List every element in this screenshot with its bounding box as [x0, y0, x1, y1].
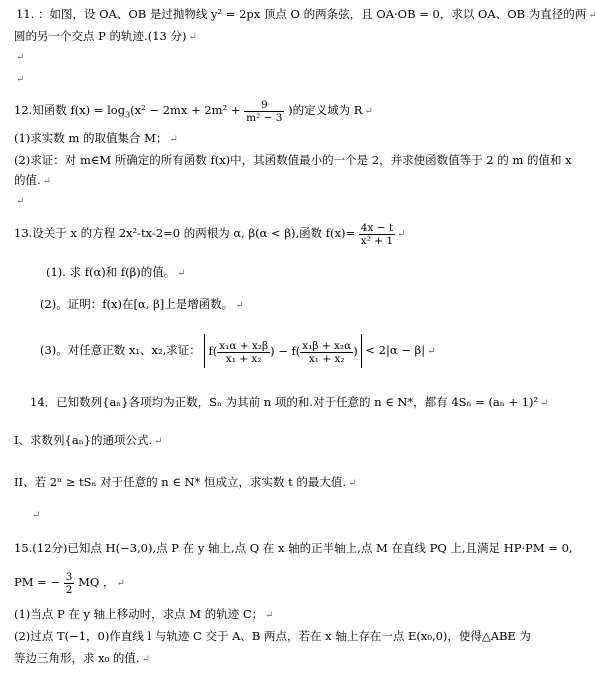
problem-15-question-2: (2)过点 T(−1，0)作直线 l 与轨迹 C 交于 A、B 两点，若在 x 轴上存在一点 E(x₀,0)，使得△ABE 为 — [14, 629, 532, 643]
fraction: $\frac{3}{2}$ — [65, 570, 73, 596]
empty-paragraph: ↵ — [16, 74, 25, 85]
problem-14-question-I: I、求数列{aₙ}的通项公式. ↵ — [14, 433, 163, 447]
problem-12-question-1: (1)求实数 m 的取值集合 M； ↵ — [14, 131, 178, 145]
empty-paragraph: ↵ — [32, 510, 41, 521]
problem-12-question-2: (2)求证：对 m∈M 所确定的所有函数 f(x)中，其函数值最小的一个是 2，并求使函数值等于 2 的 m 的值和 x — [14, 153, 572, 167]
fraction: $\frac{9}{\text{m² − 3}}$ — [246, 98, 283, 124]
problem-13-question-1: (1). 求 f(α)和 f(β)的值。 ↵ — [46, 265, 186, 279]
absolute-value-expression: f( $\frac{\text{x₁α + x₂β}}{\text{x₁ + x₂}}$ ) − f( $\frac{\text{x₁β + x₂α}}{\text{x₁ + x₂}}$ ) — [204, 334, 361, 368]
problem-12-question-2-cont: 的值. ↵ — [14, 173, 52, 187]
problem-14-statement: 14．已知数列{aₙ}各项均为正数，Sₙ 为其前 n 项的和.对于任意的 n ∈ N*，都有 4Sₙ = (aₙ + 1)² ↵ — [30, 395, 549, 409]
fraction: $\frac{4x - t}{\text{x² + 1}}$ — [360, 221, 394, 247]
problem-14-question-II: II、若 2ⁿ ≥ tSₙ 对于任意的 n ∈ N* 恒成立，求实数 t 的最大值. ↵ — [14, 475, 357, 489]
problem-11-line-2: 圆的另一个交点 P 的轨迹.(13 分) ↵ — [14, 29, 197, 43]
empty-paragraph: ↵ — [16, 52, 25, 63]
problem-12-statement: 12.知函数 $f(x) = \log_3(x^2 - 2mx + 2m^2$ + $\frac{9}{\text{m² − 3}}$ )的定义域为 R ↵ — [14, 98, 373, 124]
problem-15-question-1: (1)当点 P 在 y 轴上移动时，求点 M 的轨迹 C； ↵ — [14, 607, 274, 621]
problem-13-question-2: (2)。证明：f(x)在[α, β]上是增函数。 ↵ — [40, 297, 244, 311]
problem-11-line-1: 11. ：如图，设 OA、OB 是过抛物线 y² = 2px 顶点 O 的两条弦，且 OA·OB = 0，求以 OA、OB 为直径的两 ↵ — [16, 7, 597, 21]
empty-paragraph: ↵ — [16, 196, 25, 207]
problem-15-question-2-cont: 等边三角形，求 x₀ 的值. ↵ — [14, 651, 150, 665]
problem-15-condition: PM = − $\frac{3}{2}$ MQ ， ↵ — [14, 570, 125, 596]
problem-15-statement: 15.(12分)已知点 H(−3,0),点 P 在 y 轴上,点 Q 在 x 轴的正半轴上,点 M 在直线 PQ 上,且满足 HP·PM = 0, — [14, 541, 573, 555]
problem-13-statement: 13.设关于 x 的方程 2x²-tx-2=0 的两根为 α, β(α < β),函数 f(x)= $\frac{4x - t}{\text{x² + 1}}$ ↵ — [14, 221, 406, 247]
problem-13-question-3: (3)。对任意正数 x₁、x₂,求证： f( $\frac{\text{x₁α + x₂β}}{\text{x₁ + x₂}}$ ) − f( $\frac{\text{x₁β + x₂α}}{\text{x₁ + x₂}}$ ) < 2|α − β| ↵ — [40, 330, 435, 372]
